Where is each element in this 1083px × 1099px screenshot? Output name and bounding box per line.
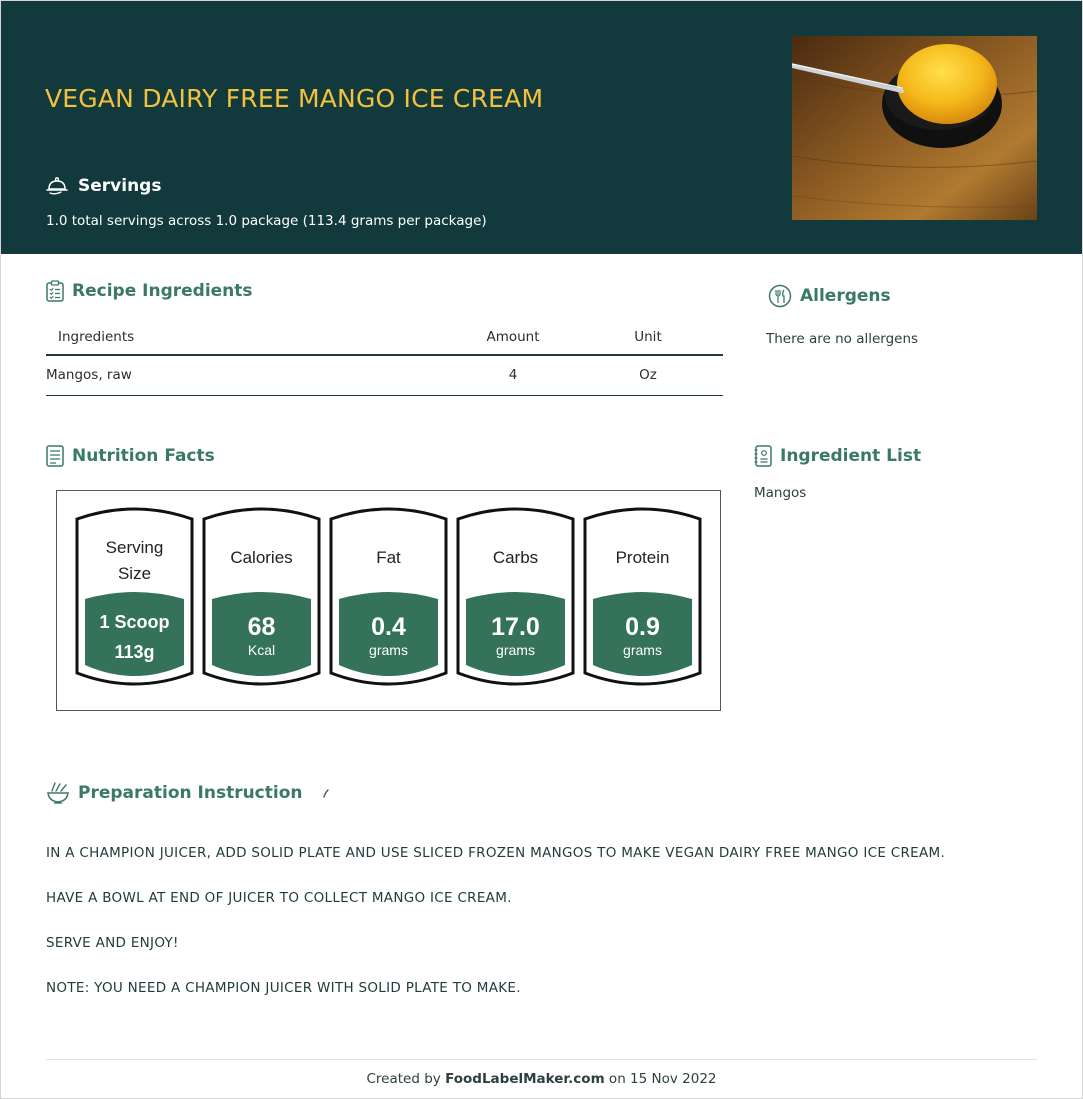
preparation-step: NOTE: YOU NEED A CHAMPION JUICER WITH SOLID PLATE TO MAKE.	[46, 980, 521, 996]
preparation-step: IN A CHAMPION JUICER, ADD SOLID PLATE AND USE SLICED FROZEN MANGOS TO MAKE VEGAN DAIRY FREE MANGO ICE CREAM.	[46, 845, 946, 861]
allergens-heading	[768, 284, 891, 308]
footer-date: on 15 Nov 2022	[604, 1071, 717, 1087]
card-value: 17.0	[491, 613, 540, 641]
document-list-icon	[46, 445, 64, 467]
card-label: Calories	[230, 548, 293, 567]
clipboard-list-icon	[46, 280, 64, 302]
recipe-photo	[792, 36, 1037, 220]
column-header-ingredients: Ingredients	[46, 320, 453, 355]
edit-pencil-icon[interactable]	[319, 786, 333, 800]
recipe-ingredients-heading	[46, 280, 253, 302]
preparation-step: HAVE A BOWL AT END OF JUICER TO COLLECT MANGO ICE CREAM.	[46, 890, 512, 906]
footer-divider	[46, 1059, 1037, 1060]
card-value: 68	[247, 613, 276, 641]
card-label: Protein	[615, 548, 670, 567]
nutrition-card	[585, 509, 700, 684]
recipe-title: VEGAN DAIRY FREE MANGO ICE CREAM	[45, 84, 544, 113]
table-row	[46, 355, 723, 395]
ingredient-amount: 4	[453, 355, 573, 395]
ingredient-list-heading	[754, 445, 921, 467]
card-unit: grams	[369, 642, 408, 658]
mixing-bowl-icon	[46, 781, 70, 805]
card-unit: Kcal	[247, 642, 276, 658]
preparation-step: SERVE AND ENJOY!	[46, 935, 179, 951]
ingredient-unit: Oz	[573, 355, 723, 395]
card-value: 0.4	[371, 613, 406, 641]
card-value: 0.9	[625, 613, 660, 641]
notebook-icon	[754, 445, 772, 467]
card-value: 113g	[114, 642, 155, 662]
servings-text: 1.0 total servings across 1.0 package (113.4 grams per package)	[46, 213, 487, 229]
card-unit: grams	[496, 642, 535, 658]
nutrition-facts-panel	[56, 490, 721, 711]
card-value-panel	[85, 592, 184, 676]
card-value: 1 Scoop	[99, 612, 170, 632]
serving-dish-icon	[46, 176, 68, 196]
ingredients-table	[46, 320, 723, 396]
card-label: Fat	[376, 548, 401, 567]
footer-prefix: Created by	[366, 1071, 446, 1087]
ingredient-list-title: Ingredient List	[780, 446, 922, 466]
card-unit: grams	[623, 642, 662, 658]
nutrition-card	[331, 509, 446, 684]
nutrition-cards	[57, 491, 720, 710]
servings-label: Servings	[78, 176, 162, 196]
allergens-text: There are no allergens	[766, 331, 919, 347]
ingredient-list-text: Mangos	[754, 485, 807, 501]
recipe-ingredients-title: Recipe Ingredients	[72, 281, 253, 301]
servings-heading	[46, 176, 161, 196]
ingredient-name: Mangos, raw	[46, 355, 453, 395]
preparation-title: Preparation Instruction	[78, 783, 303, 803]
footer-credit	[0, 1071, 1083, 1087]
nutrition-card	[204, 509, 319, 684]
card-label: Size	[117, 564, 152, 583]
footer-brand-link[interactable]: FoodLabelMaker.com	[445, 1071, 605, 1087]
nutrition-facts-heading	[46, 445, 215, 467]
allergens-title: Allergens	[800, 286, 891, 306]
column-header-unit: Unit	[573, 320, 723, 355]
card-label: Serving	[105, 538, 164, 557]
cutlery-icon	[768, 284, 792, 308]
nutrition-card	[77, 509, 192, 684]
preparation-heading	[46, 781, 333, 805]
nutrition-facts-title: Nutrition Facts	[72, 446, 215, 466]
table-header-row	[46, 320, 723, 355]
column-header-amount: Amount	[453, 320, 573, 355]
nutrition-card	[458, 509, 573, 684]
card-label: Carbs	[492, 548, 539, 567]
